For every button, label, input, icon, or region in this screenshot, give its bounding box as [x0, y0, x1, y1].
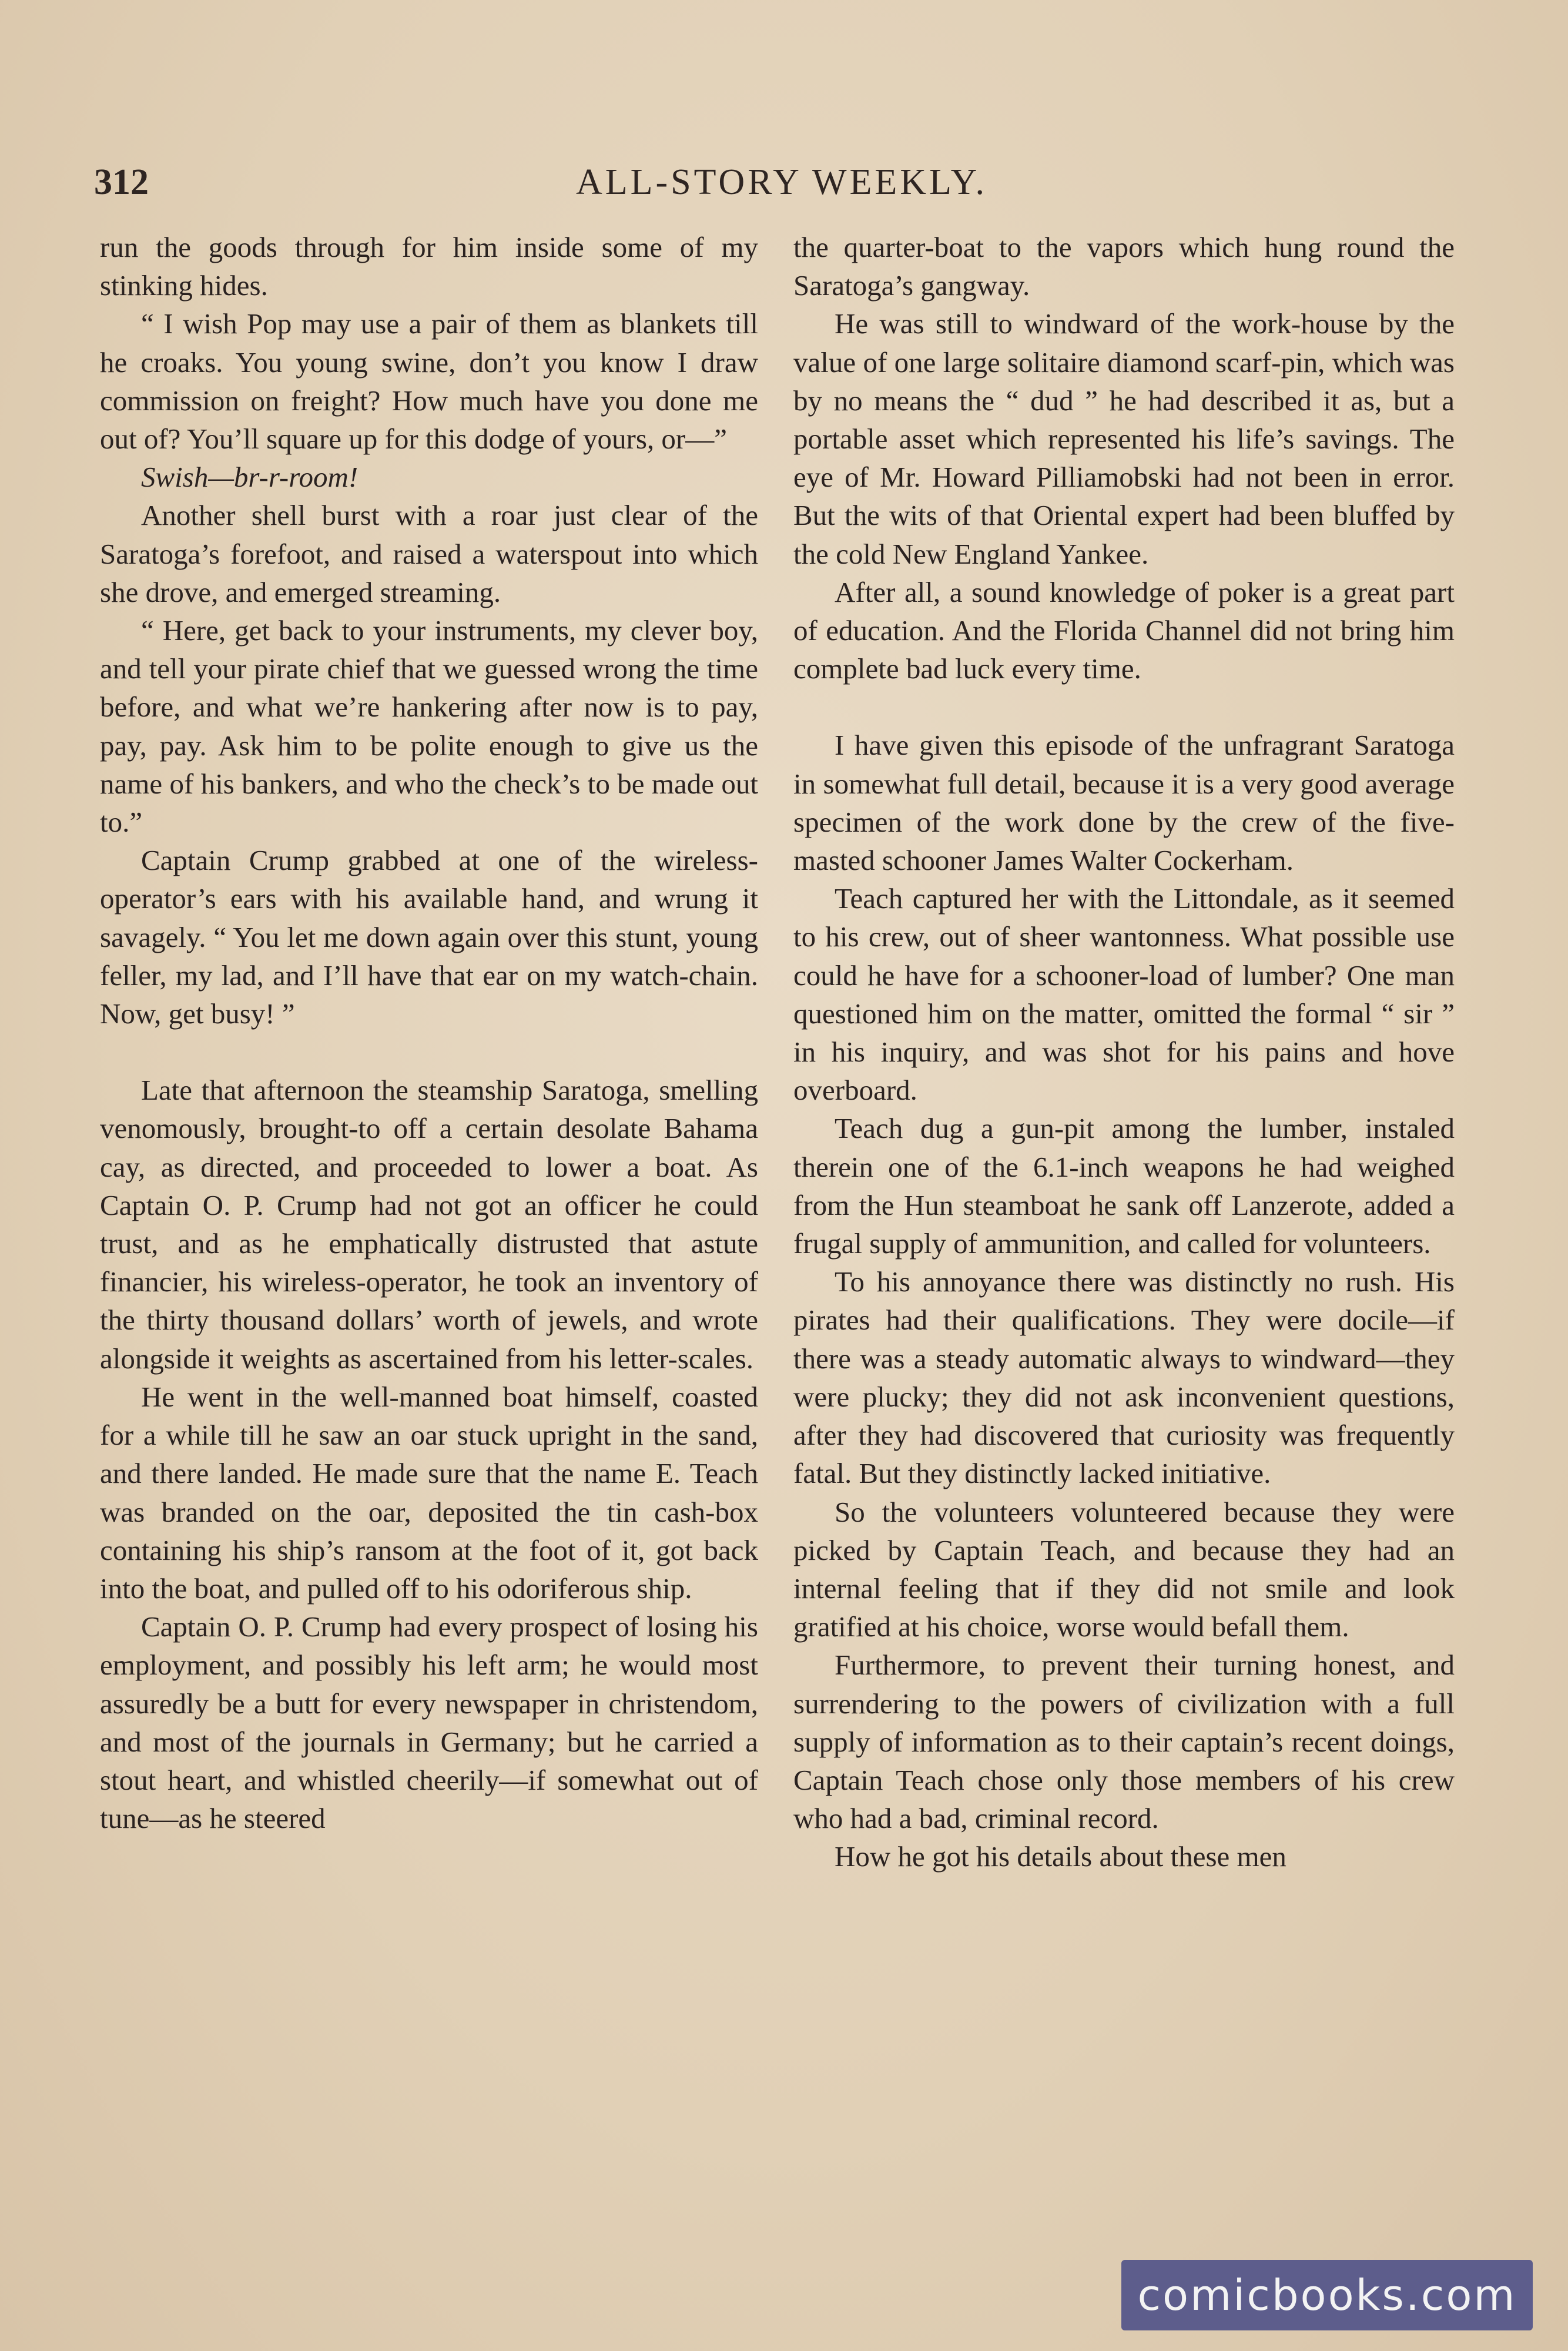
paragraph: So the volunteers volunteered because they were picked by Captain Teach, and because they had an internal feeling that if they did not smile and look gratified at his choice, worse would befall them. — [793, 1495, 1455, 1643]
paragraph: After all, a sound knowledge of poker is a great part of education. And the Florida Channel did not bring him complete bad luck every time. — [793, 575, 1455, 685]
paragraph: He went in the well-manned boat himself, coasted for a while till he saw an oar stuck upright in the sand, and there landed. He made sure that the name E. Teach was branded on the oar, deposited the tin cash-box containing his ship’s ransom at the foot of it, got back into the boat, and pulled off to his odoriferous ship. — [100, 1380, 758, 1605]
paragraph: the quarter-boat to the vapors which hung round the Saratoga’s gangway. — [793, 231, 1455, 302]
paragraph: Late that afternoon the steamship Saratoga, smelling venomously, brought-to off a certain desolate Bahama cay, as directed, and proceeded to lower a boat. As Captain O. P. Crump had not got an officer he could trust, and as he emphatically distrusted that astute financier, his wireless-operator, he took an inventory of the thirty thousand dollars’ worth of jewels, and wrote alongside it weights as ascertained from his letter-scales. — [100, 1074, 758, 1375]
paragraph: Captain O. P. Crump had every prospect of losing his employment, and possibly his left arm; he would most assuredly be a butt for every newspaper in christendom, and most of the journals in Germany; but he carried a stout heart, and whistled cheerily—if somewhat out of tune—as he steered — [100, 1610, 758, 1835]
paragraph: He was still to windward of the work-house by the value of one large solitaire diamond scarf-pin, which was by no means the “ dud ” he had described it as, but a portable asset which represented his life’s savings. The eye of Mr. Howard Pilliamobski had not been in error. But the wits of that Oriental expert had been bluffed by the cold New England Yankee. — [793, 307, 1455, 570]
left-column — [100, 228, 758, 1837]
paragraph: How he got his details about these men — [835, 1840, 1286, 1873]
paragraph: Captain Crump grabbed at one of the wireless-operator’s ears with his available hand, and wrung it savagely. “ You let me down again over this stunt, young feller, my lad, and I’ll have that ear on my watch-chain. Now, get busy! ” — [100, 844, 758, 1030]
paragraph: Teach captured her with the Littondale, as it seemed to his crew, out of sheer wantonness. What possible use could he have for a schooner-load of lumber? One man questioned him on the matter, omitted the formal “ sir ” in his inquiry, and was shot for his pains and hove overboard. — [793, 882, 1455, 1107]
right-column — [793, 228, 1455, 1876]
paragraph: “ Here, get back to your instruments, my clever boy, and tell your pirate chief that we guessed wrong the time before, and what we’re hankering after now is to pay, pay, pay. Ask him to be polite enough to give us the name of his bankers, and who the check’s to be made out to.” — [100, 614, 758, 839]
paragraph: I have given this episode of the unfragrant Saratoga in somewhat full detail, because it is a very good average specimen of the work done by the crew of the five-masted schooner James Walter Cockerham. — [793, 729, 1455, 877]
paragraph: Another shell burst with a roar just clear of the Saratoga’s forefoot, and raised a waterspout into which she drove, and emerged streaming. — [100, 499, 758, 608]
page-header — [94, 156, 1469, 209]
paragraph: Teach dug a gun-pit among the lumber, instaled therein one of the 6.1-inch weapons he had weighed from the Hun steamboat he sank off Lanzerote, added a frugal supply of ammunition, and called for volunteers. — [793, 1112, 1455, 1260]
page-number: 312 — [94, 162, 149, 202]
paragraph: Furthermore, to prevent their turning honest, and surrendering to the powers of civilization with a full supply of information as to their captain’s recent doings, Captain Teach chose only those members of his crew who had a bad, criminal record. — [793, 1649, 1455, 1835]
running-head: ALL-STORY WEEKLY. — [576, 162, 987, 202]
paragraph-sound-effect: Swish—br-r-room! — [141, 461, 359, 494]
watermark-logo: comicbooks.com — [1121, 2260, 1533, 2330]
paragraph: To his annoyance there was distinctly no rush. His pirates had their qualifications. They were docile—if there was a steady automatic always to windward—they were plucky; they did not ask inconvenient questions, after they had discovered that curiosity was frequently fatal. But they distinctly lacked initiative. — [793, 1265, 1455, 1490]
paragraph: run the goods through for him inside some of my stinking hides. — [100, 231, 758, 302]
paragraph: “ I wish Pop may use a pair of them as blankets till he croaks. You young swine, don’t you know I draw commission on freight? How much have you done me out of? You’ll square up for this dodge of yours, or—” — [100, 307, 758, 456]
